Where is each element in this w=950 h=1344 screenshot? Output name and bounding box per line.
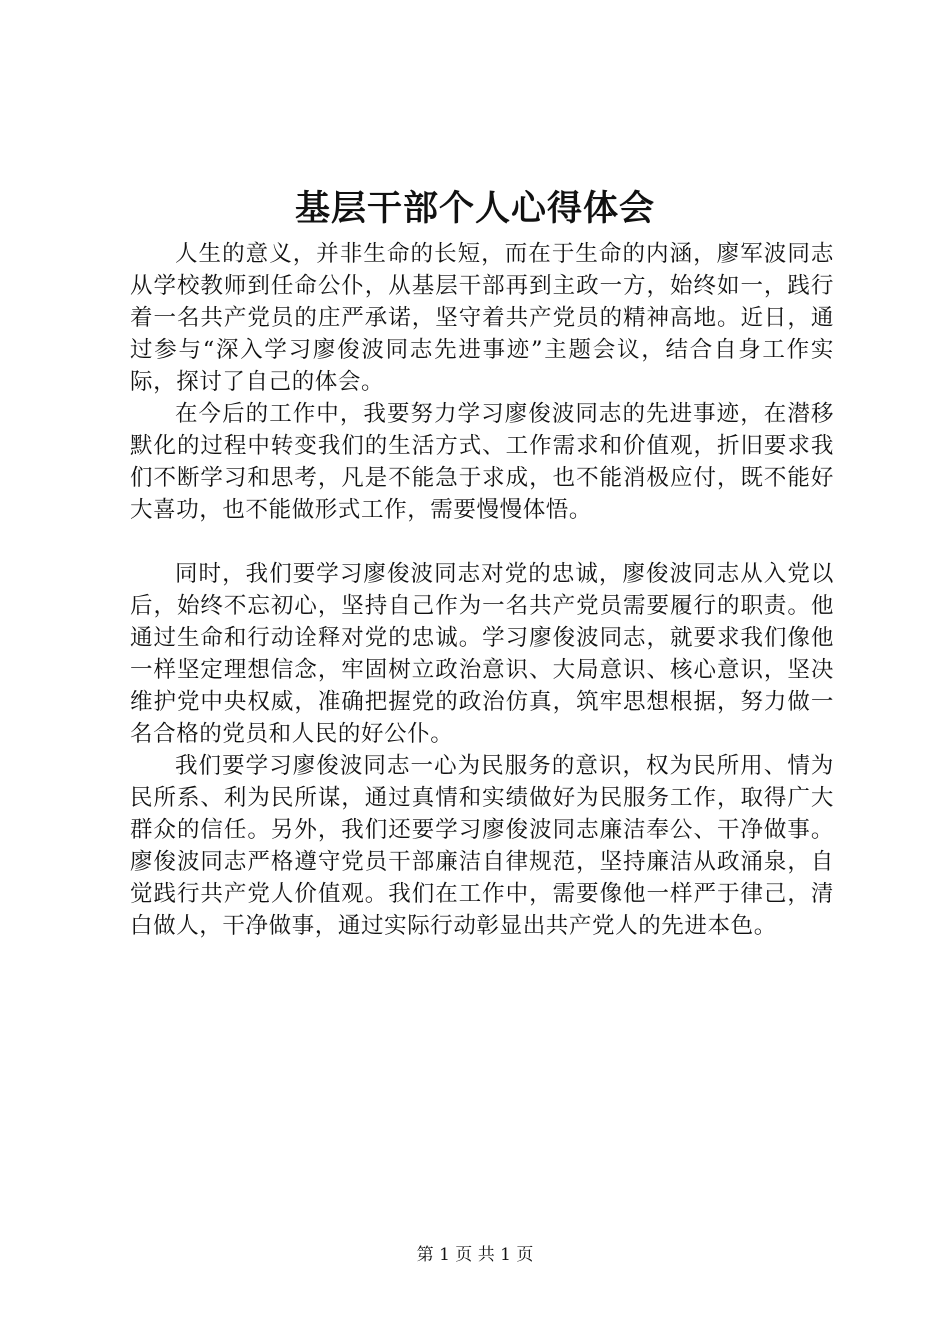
paragraph-2: 在今后的工作中，我要努力学习廖俊波同志的先进事迹，在潜移默化的过程中转变我们的生活方式、工作需求和价值观，折旧要求我们不断学习和思考，凡是不能急于求成，也不能消极应付，既不能好大喜功，也不能做形式工作，需要慢慢体悟。 [130, 401, 834, 523]
paragraph-4: 我们要学习廖俊波同志一心为民服务的意识，权为民所用、情为民所系、利为民所谋，通过真情和实绩做好为民服务工作，取得广大群众的信任。另外，我们还要学习廖俊波同志廉洁奉公、干净做事。廖俊波同志严格遵守党员干部廉洁自律规范，坚持廉洁从政涌泉，自觉践行共产党人价值观。我们在工作中，需要像他一样严于律己，清白做人，干净做事，通过实际行动彰显出共产党人的先进本色。 [130, 753, 834, 939]
document-title: 基层干部个人心得体会 [294, 188, 655, 229]
paragraph-3: 同时，我们要学习廖俊波同志对党的忠诚，廖俊波同志从入党以后，始终不忘初心，坚持自己作为一名共产党员需要履行的职责。他通过生命和行动诠释对党的忠诚。学习廖俊波同志，就要求我们像他一样坚定理想信念，牢固树立政治意识、大局意识、核心意识，坚决维护党中央权威，准确把握党的政治仿真，筑牢思想根据，努力做一名合格的党员和人民的好公仆。 [130, 561, 834, 747]
paragraph-1: 人生的意义，并非生命的长短，而在于生命的内涵，廖军波同志从学校教师到任命公仆，从基层干部再到主政一方，始终如一，践行着一名共产党员的庄严承诺，坚守着共产党员的精神高地。近日，通过参与“深入学习廖俊波同志先进事迹”主题会议，结合自身工作实际，探讨了自己的体会。 [130, 241, 834, 395]
page-footer: 第 1 页 共 1 页 [416, 1245, 534, 1265]
document-body [130, 238, 834, 942]
